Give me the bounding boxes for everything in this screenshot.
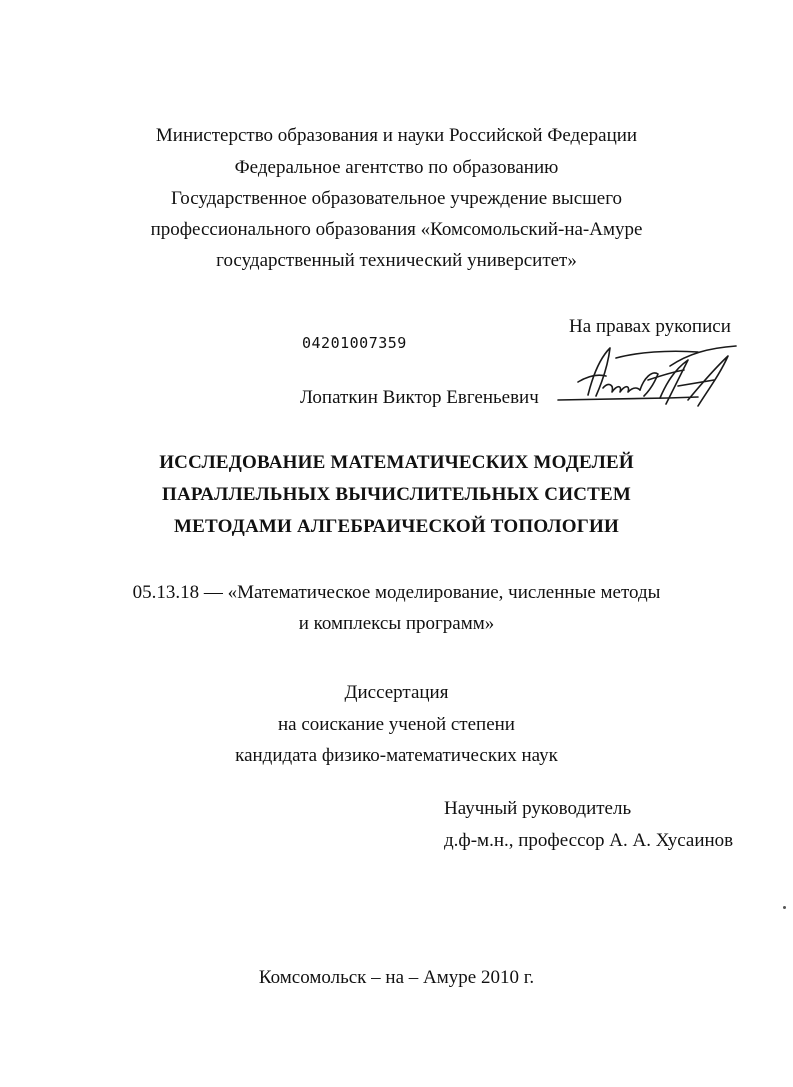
manuscript-note: На правах рукописи xyxy=(569,316,731,337)
thesis-title-line-2: ПАРАЛЛЕЛЬНЫХ ВЫЧИСЛИТЕЛЬНЫХ СИСТЕМ xyxy=(161,484,632,505)
header-institution: Государственное образовательное учреждение высшего xyxy=(170,188,623,209)
specialty-line-1: 05.13.18 — «Математическое моделирование, численные методы xyxy=(132,582,661,603)
supervisor-label: Научный руководитель xyxy=(444,798,632,819)
thesis-title-line-3: МЕТОДАМИ АЛГЕБРАИЧЕСКОЙ ТОПОЛОГИИ xyxy=(174,516,619,537)
degree-type: Диссертация xyxy=(344,682,449,703)
header-agency: Федеральное агентство по образованию xyxy=(234,157,559,178)
footer-city-year: Комсомольск – на – Амуре 2010 г. xyxy=(258,967,535,988)
degree-purpose: на соискание ученой степени xyxy=(278,714,515,735)
specialty-line-2: и комплексы программ» xyxy=(298,613,495,634)
header-education: профессионального образования «Комсомольский-на-Амуре xyxy=(150,219,643,240)
header-ministry: Министерство образования и науки Российской Федерации xyxy=(155,125,638,146)
scan-speck xyxy=(783,906,786,909)
degree-field: кандидата физико-математических наук xyxy=(235,745,558,766)
header-university: государственный технический университет» xyxy=(216,250,577,271)
author-name: Лопаткин Виктор Евгеньевич xyxy=(300,387,539,408)
supervisor-name: д.ф-м.н., профессор А. А. Хусаинов xyxy=(444,830,734,851)
handwritten-signature xyxy=(548,340,748,420)
thesis-title-line-1: ИССЛЕДОВАНИЕ МАТЕМАТИЧЕСКИХ МОДЕЛЕЙ xyxy=(159,452,634,473)
registration-code: 04201007359 xyxy=(302,334,407,352)
